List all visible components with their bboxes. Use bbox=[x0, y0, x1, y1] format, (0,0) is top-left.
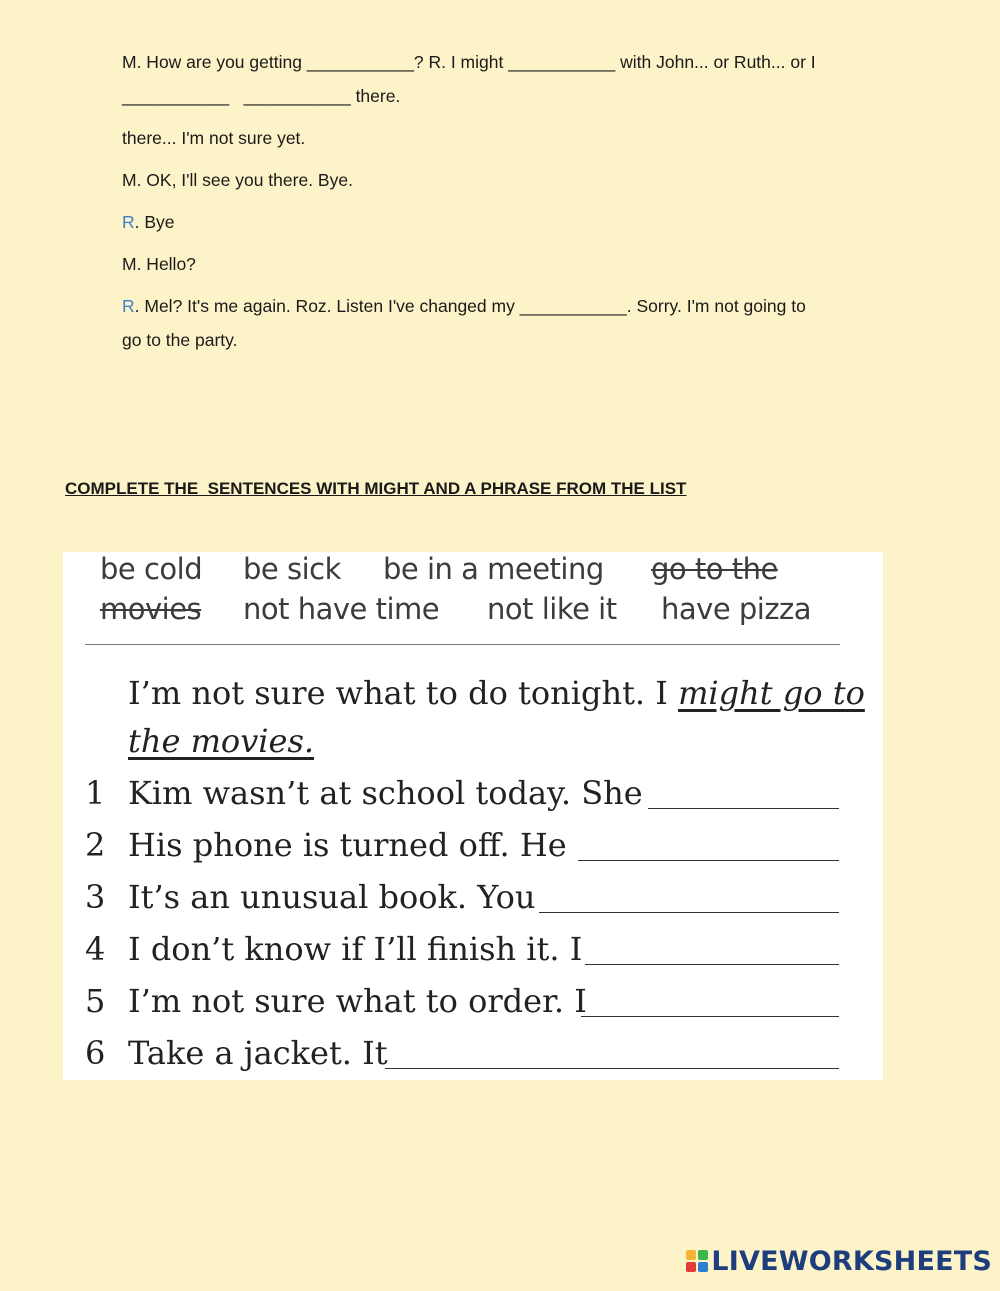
dialogue-line-5 bbox=[122, 212, 175, 233]
word-option-used: movies bbox=[100, 592, 202, 626]
speaker-label: R bbox=[122, 296, 135, 316]
answer-blank[interactable] bbox=[385, 1068, 839, 1069]
example-answer-cont: the movies. bbox=[128, 722, 315, 760]
question-number: 5 bbox=[85, 982, 106, 1020]
question-number: 1 bbox=[85, 774, 106, 812]
divider bbox=[85, 644, 840, 645]
answer-blank[interactable] bbox=[539, 912, 839, 913]
word-option: not like it bbox=[487, 592, 617, 626]
word-option: be sick bbox=[243, 552, 341, 586]
question-text: His phone is turned off. He bbox=[128, 826, 567, 864]
dialogue-line-3: there... I'm not sure yet. bbox=[122, 128, 306, 148]
question-number: 3 bbox=[85, 878, 106, 916]
word-option: be cold bbox=[100, 552, 203, 586]
question-text: I don’t know if I’ll finish it. I bbox=[128, 930, 583, 968]
question-number: 2 bbox=[85, 826, 106, 864]
word-option: not have time bbox=[243, 592, 440, 626]
dialogue-line-7 bbox=[122, 296, 806, 317]
dialogue-text: . Bye bbox=[134, 212, 175, 232]
example-prompt: I’m not sure what to do tonight. I bbox=[128, 674, 679, 712]
word-option-used: go to the bbox=[651, 552, 778, 586]
dialogue-text: . Mel? It's me again. Roz. Listen I've changed my ___________. Sorry. I'm not going to bbox=[134, 296, 806, 316]
dialogue-line-2: ___________ ___________ there. bbox=[122, 86, 401, 106]
question-text: Kim wasn’t at school today. She bbox=[128, 774, 643, 812]
dialogue-line-4: M. OK, I'll see you there. Bye. bbox=[122, 170, 353, 190]
dialogue-line-6: M. Hello? bbox=[122, 254, 196, 274]
dialogue-line-1: M. How are you getting ___________? R. I might ___________ with John... or Ruth... or I bbox=[122, 52, 816, 72]
example-sentence bbox=[128, 674, 865, 712]
answer-blank[interactable] bbox=[585, 964, 839, 965]
answer-blank[interactable] bbox=[648, 808, 839, 809]
liveworksheets-logo bbox=[686, 1246, 992, 1277]
question-number: 4 bbox=[85, 930, 106, 968]
speaker-label: R bbox=[122, 212, 135, 232]
answer-blank[interactable] bbox=[578, 860, 839, 861]
example-answer: might go to bbox=[678, 674, 865, 712]
word-option: have pizza bbox=[661, 592, 812, 626]
exercise-panel bbox=[63, 552, 883, 1080]
logo-icon bbox=[686, 1250, 708, 1272]
question-text: Take a jacket. It bbox=[128, 1034, 388, 1072]
question-number: 6 bbox=[85, 1034, 106, 1072]
exercise-heading: COMPLETE THE SENTENCES WITH MIGHT AND A PHRASE FROM THE LIST bbox=[65, 479, 687, 498]
question-text: It’s an unusual book. You bbox=[128, 878, 536, 916]
dialogue-line-8: go to the party. bbox=[122, 330, 238, 350]
answer-blank[interactable] bbox=[581, 1016, 839, 1017]
logo-text: LIVEWORKSHEETS bbox=[711, 1246, 992, 1277]
question-text: I’m not sure what to order. I bbox=[128, 982, 587, 1020]
word-option: be in a meeting bbox=[383, 552, 604, 586]
